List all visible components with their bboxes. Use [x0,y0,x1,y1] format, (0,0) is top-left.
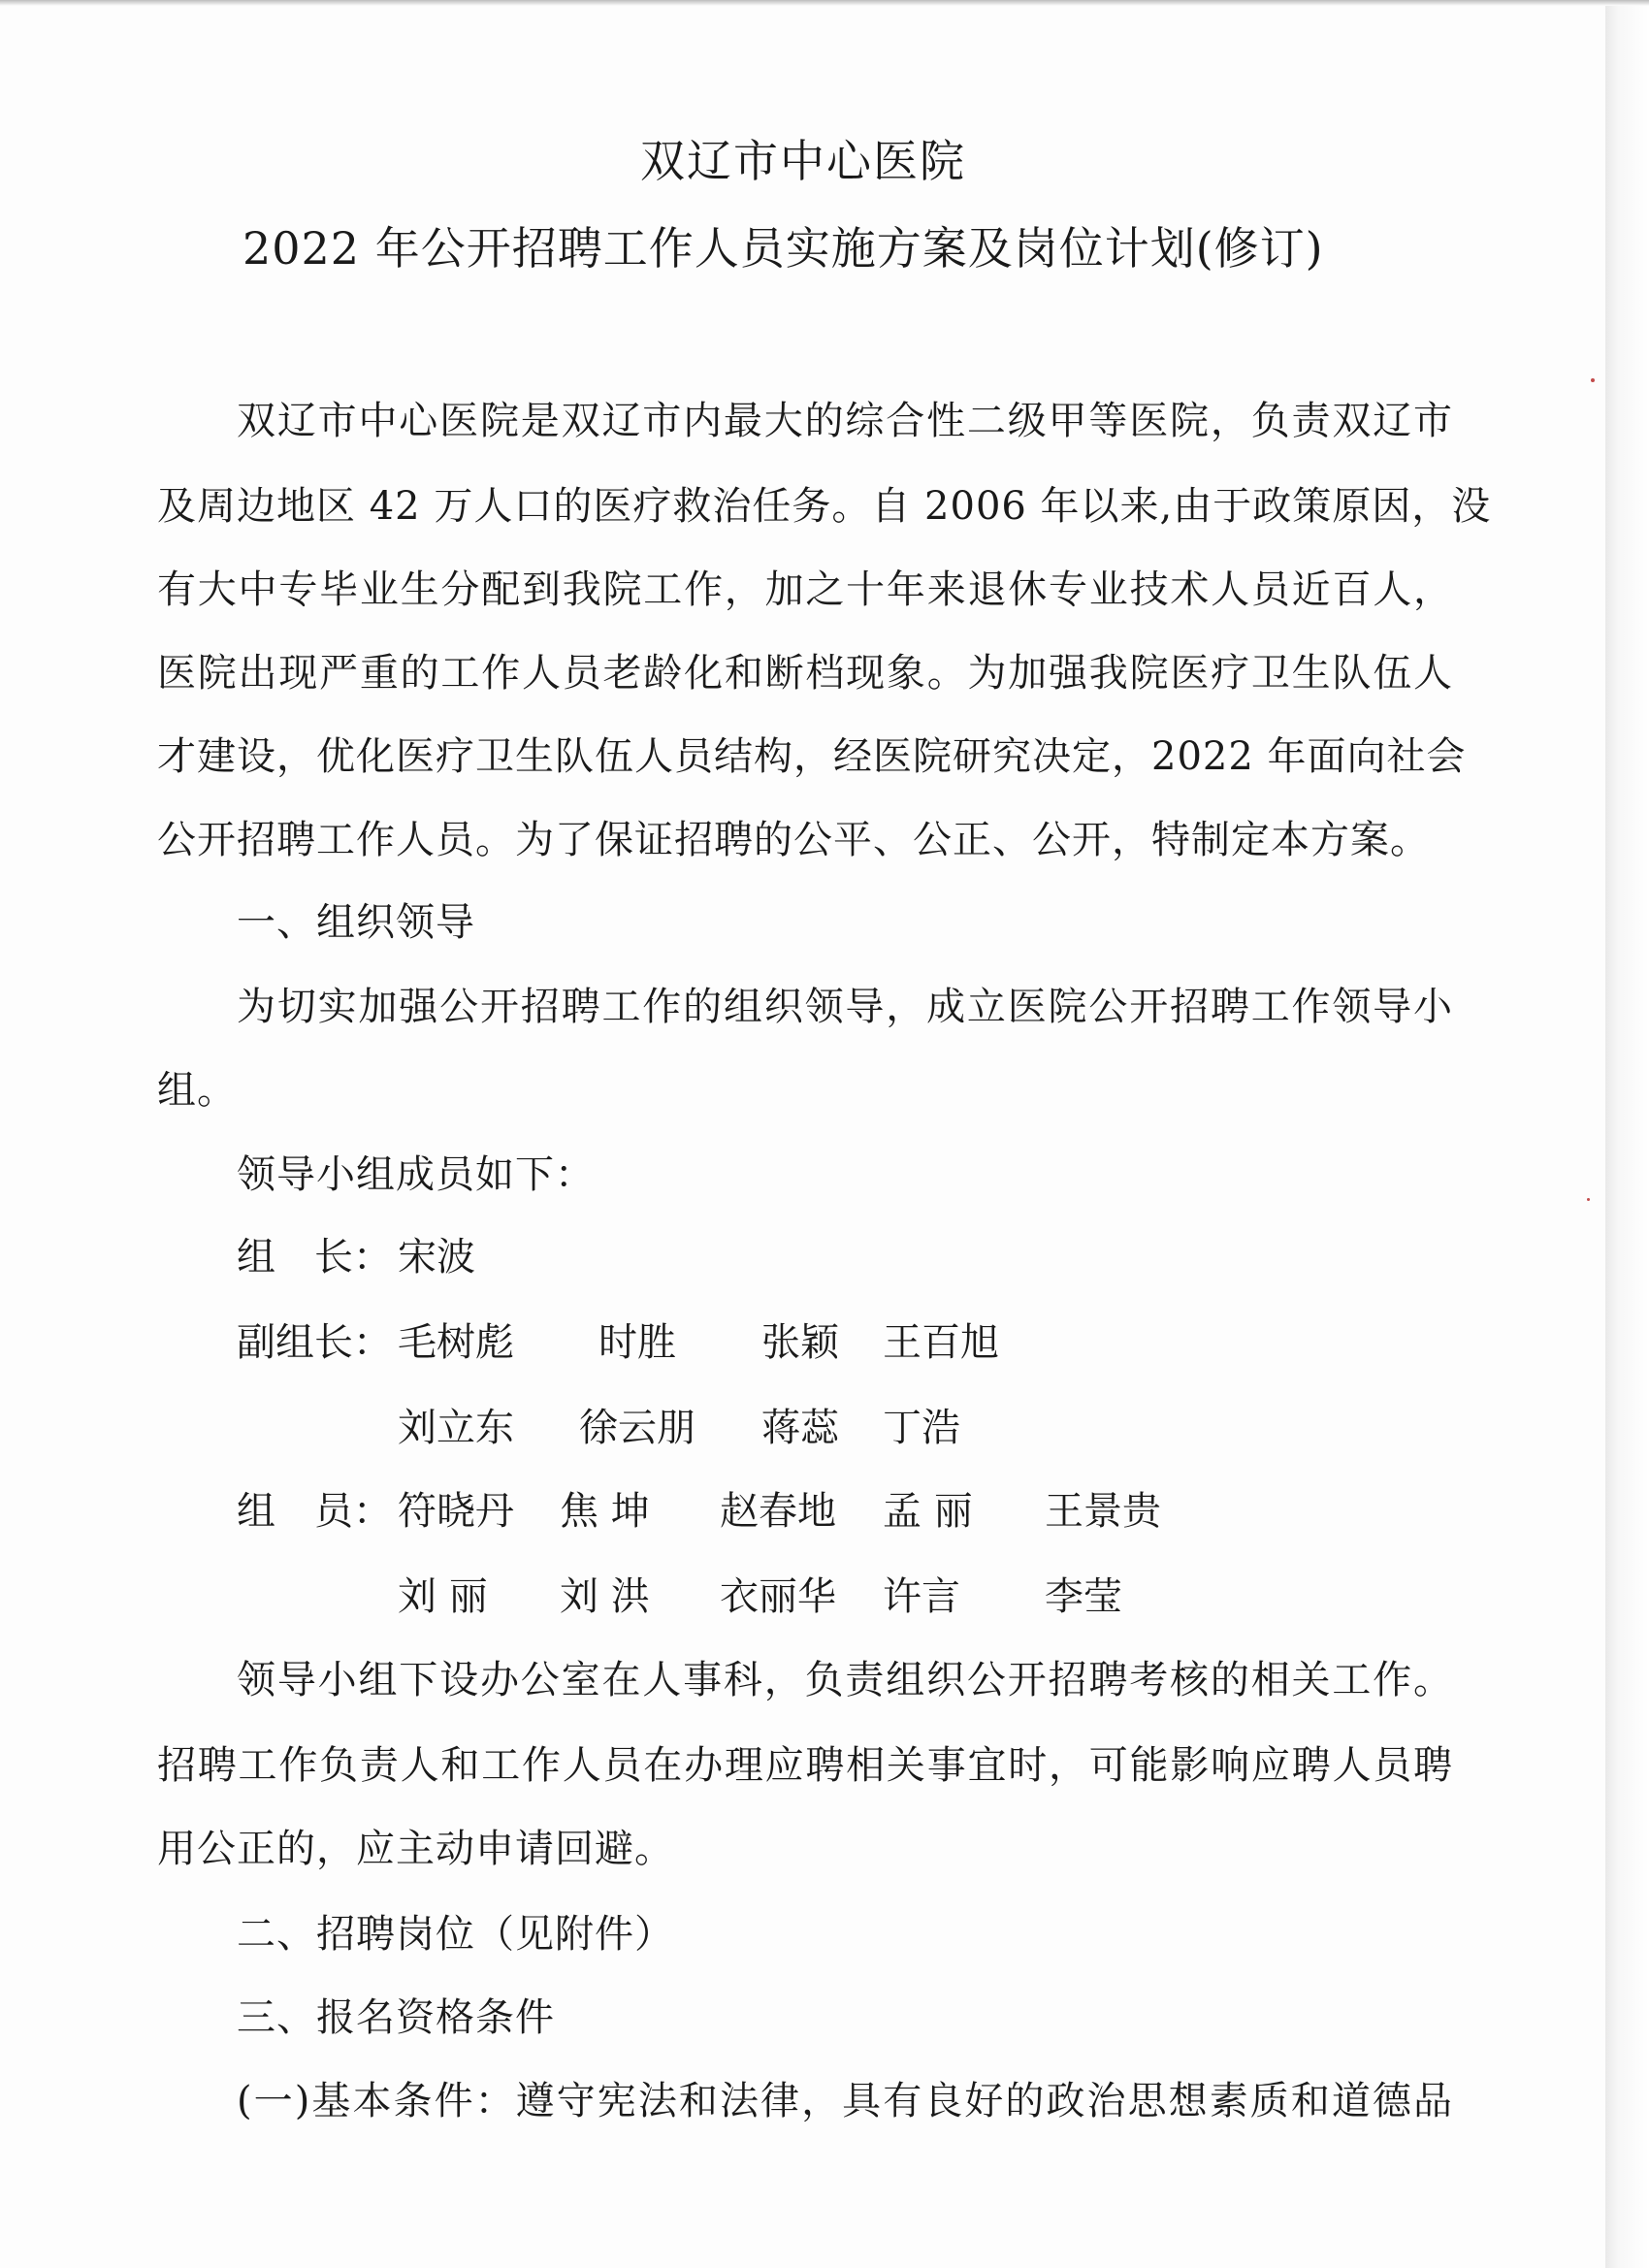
intro-line: 才建设，优化医疗卫生队伍人员结构，经医院研究决定，2022 年面向社会 [157,734,1467,779]
office-line: 招聘工作负责人和工作人员在办理应聘相关事宜时，可能影响应聘人员聘 [157,1743,1453,1788]
deputy-name: 徐云朋 [579,1406,695,1450]
section-heading: 一、组织领导 [237,900,475,945]
deputy-name: 时胜 [598,1320,676,1365]
leader-name: 宋波 [398,1235,475,1280]
deputy-name: 丁浩 [883,1406,960,1450]
scan-edge-right [1605,0,1649,2268]
intro-line: 公开招聘工作人员。为了保证招聘的公平、公正、公开，特制定本方案。 [157,818,1430,862]
office-line: 用公正的，应主动申请回避。 [157,1827,674,1871]
deputy-name: 蒋蕊 [761,1406,839,1450]
members-intro: 领导小组成员如下： [237,1152,595,1197]
member-name: 许言 [883,1574,960,1619]
intro-line: 医院出现严重的工作人员老龄化和断档现象。为加强我院医疗卫生队伍人 [157,651,1453,696]
basic-conditions-line: (一)基本条件：遵守宪法和法律，具有良好的政治思想素质和道德品 [237,2079,1453,2123]
intro-line: 有大中专毕业生分配到我院工作，加之十年来退休专业技术人员近百人， [157,567,1453,612]
deputy-label: 副组长： [237,1320,392,1365]
member-name: 李莹 [1045,1574,1122,1619]
section1-para-line: 为切实加强公开招聘工作的组织领导，成立医院公开招聘工作领导小 [237,985,1453,1029]
title-line-1: 双辽市中心医院 [640,135,966,187]
office-line: 领导小组下设办公室在人事科，负责组织公开招聘考核的相关工作。 [237,1658,1453,1702]
section-heading: 三、报名资格条件 [237,1995,555,2040]
intro-line: 及周边地区 42 万人口的医疗救治任务。自 2006 年以来,由于政策原因，没 [157,484,1492,529]
member-label: 组 员： [237,1489,392,1534]
deputy-name: 毛树彪 [398,1320,514,1365]
member-name: 焦 坤 [560,1489,650,1534]
member-name: 孟 丽 [883,1489,973,1534]
member-name: 王景贵 [1045,1489,1161,1534]
member-name: 衣丽华 [720,1574,836,1619]
member-name: 刘 洪 [560,1574,650,1619]
section-heading: 二、招聘岗位（见附件） [237,1912,674,1957]
deputy-name: 刘立东 [398,1406,514,1450]
title-line-2: 2022 年公开招聘工作人员实施方案及岗位计划(修订) [242,222,1324,275]
member-name: 符晓丹 [398,1489,514,1534]
section1-para-line: 组。 [157,1068,237,1113]
deputy-name: 张颖 [761,1320,839,1365]
intro-line: 双辽市中心医院是双辽市内最大的综合性二级甲等医院，负责双辽市 [237,399,1453,443]
leader-label: 组 长： [237,1235,392,1280]
deputy-name: 王百旭 [883,1320,999,1365]
member-name: 赵春地 [720,1489,836,1534]
scan-edge-top [0,0,1649,6]
member-name: 刘 丽 [398,1574,488,1619]
scan-speck [1587,1198,1590,1201]
scan-speck [1591,378,1595,382]
